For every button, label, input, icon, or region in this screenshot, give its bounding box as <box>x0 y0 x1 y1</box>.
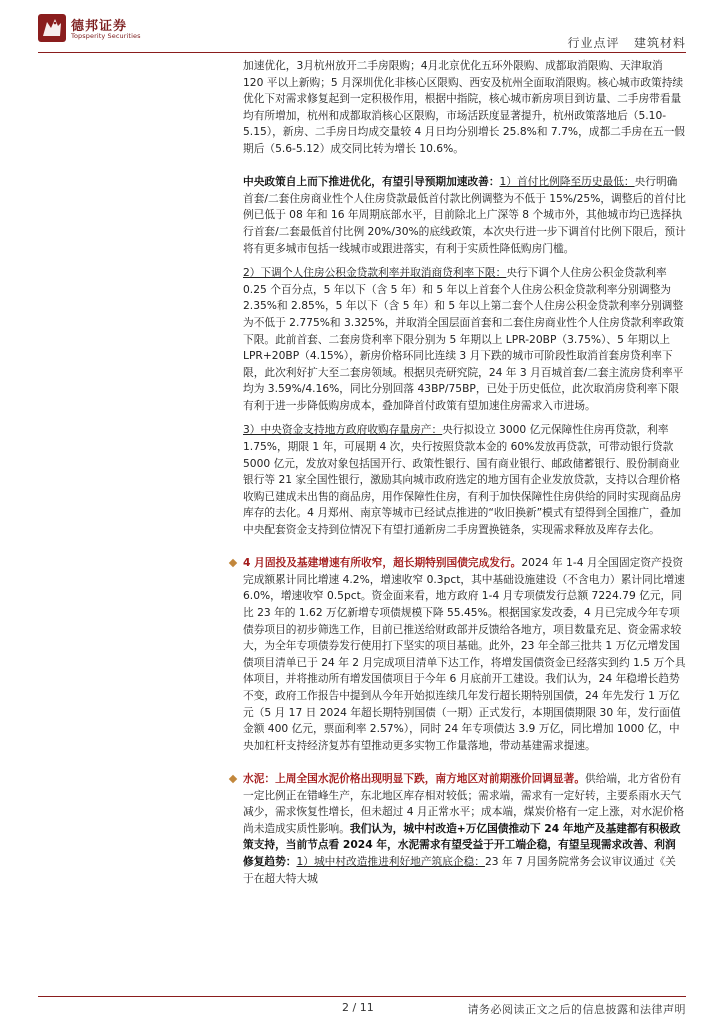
report-body <box>243 58 686 887</box>
cement-outlook-bold: 我们认为，城中村改造+万亿国债推动下 24 年地产及基建都有积极政策支持，当前节点看 2024 年，水泥需求有望受益于开工端企稳，有望呈现需求改善、利润修复趋势： <box>243 821 681 868</box>
bullet-cement <box>243 771 686 887</box>
cement-supply-demand-text: 供给端，北方省份有一定比例正在错峰生产，东北地区库存相对较低；需求端，需求有一定好转，主要系雨水天气减少，需求恢复性增长，但未超过 4 月正常水平；成本端，煤炭价格有一定上涨，对水泥价格尚未造成实质性影响。 <box>243 771 685 835</box>
report-sector: 建筑材料 <box>633 36 686 50</box>
bullet-diamond-icon <box>229 559 237 567</box>
header-divider <box>38 52 686 53</box>
logo-text-cn: 德邦证券 <box>71 19 128 34</box>
central-funds-text: 央行拟设立 3000 亿元保障性住房再贷款，利率 1.75%，期限 1 年，可展期 4 次，央行按照贷款本金的 60%发放再贷款，可带动银行贷款 5000 亿元，发放对象包括国开行、政策性银行、国有商业银行、邮政储蓄银行、股份制商业银行等 21 家全国性银行，激励其向城市政府选定的地方国有企业发放贷款，支持以合理价格收购已建成未出售的商品房，用作保障性住房，有利于加快保障性住房供给的同时实现商品房库存的去化。4 月郑州、南京等城市已经试点推进的“收旧换新”模式有望得到全国推广，叠加中央配套资金支持到位情况下有望打通新房二手房置换链条，实现需求释放及库存去化。 <box>243 423 682 537</box>
infrastructure-heading: 4 月固投及基建增速有所收窄，超长期特别国债完成发行。 <box>243 556 522 570</box>
report-type: 行业点评 <box>567 36 620 50</box>
cement-heading: 水泥：上周全国水泥价格出现明显下跌，南方地区对前期涨价回调显著。 <box>243 771 586 785</box>
bullet-diamond-icon <box>229 775 237 783</box>
paragraph-central-funds <box>243 422 686 538</box>
urban-village-text: 23 年 7 月国务院常务会议审议通过《关于在超大特大城 <box>243 854 676 885</box>
report-category <box>568 34 686 51</box>
urban-village-subheading: 1）城中村改造推进利好地产筑底企稳： <box>296 854 485 868</box>
footer-disclaimer: 请务必阅读正文之后的信息披露和法律声明 <box>467 1003 686 1016</box>
paragraph-purchase-restrictions: 加速优化，3月杭州放开二手房限购；4月北京优化五环外限购、成都取消限购、天津取消 120 平以上新购；5 月深圳优化非核心区限购、西安及杭州全面取消限购。核心城市政策持续优化下对需求修复起到一定积极作用，根据中指院，核心城市新房项目到访量、二手房带看量均有所增加，杭州和成都取消核心区限购，市场活跃度显著提升，杭州政策落地后（5.10-5.15），新房、二手房日均成交量较 4 月日均分别增长 25.8%和 7.7%，成都二手房在五一假期后（5.6-5.12）成交同比转为增长 10.6%。 <box>243 59 685 155</box>
policy-heading: 中央政策自上而下推进优化，有望引导预期加速改善： <box>243 175 500 189</box>
central-funds-subheading: 3）中央资金支持地方政府收购存量房产： <box>243 423 443 437</box>
page-number: 2 / 11 <box>342 1001 374 1014</box>
footer-divider <box>38 996 686 997</box>
housing-fund-text: 央行下调个人住房公积金贷款利率 0.25 个百分点，5 年以下（含 5 年）和 5 年以上首套个人住房公积金贷款利率分别调整为 2.35%和 2.85%，5 年以下（含 5 年）和 5 年以上第二套个人住房公积金贷款利率分别调整为不低于 2.775%和 3.325%，并取消全国层面首套和二套住房商业性个人住房贷款利率政策下限。此前首套、二套房贷利率下限分别为 5 年期以上 LPR-20BP（3.75%）、5 年期以上 LPR+20BP（4.15%），新房价格环同比连续 3 月下跌的城市可阶段性取消首套房贷利率下限，此次利好扩大至二套房领域。根据贝壳研究院，24 年 3 月百城首套/二套主流房贷利率平均为 3.59%/4.16%，同比分别回落 43BP/75BP，已处于历史低位，此次取消房贷利率下限有利于进一步降低购房成本，叠加降首付政策有望加速住房需求入市进场。 <box>243 266 684 412</box>
logo-emblem-icon <box>38 14 66 42</box>
infrastructure-text: 2024 年 1-4 月全国固定资产投资完成额累计同比增速 4.2%，增速收窄 0.3pct，其中基础设施建设（不含电力）累计同比增速 6.0%，增速收窄 0.5pct。资金面来看，地方政府 1-4 月专项债发行总额 7224.79 亿元，同比 23 年的 1.62 万亿新增专项债规模下降 55.45%。根据国家发改委，4 月已完成今年专项债券项目的初步筛选工作，目前已推送给财政部并反馈给各地方，项目数量充足、资金需求较大，为全年专项债券发行使用打下坚实的项目基础。此外，23 年全部三批共 1 万亿元增发国债项目清单已于 24 年 2 月完成项目清单下达工作，将增发国债资金已经落实到约 1.5 万个具体项目，并将推动所有增发国债项目于今年 6 月底前开工建设。我们认为，24 年稳增长趋势不变，政府工作报告中提到从今年开始拟连续几年发行超长期特别国债，24 年先发行 1 万亿元（5 月 17 日 2024 年超长期特别国债（一期）正式发行，本期国债期限 30 年，发行面值金额 400 亿元，票面利率 2.57%），同时 24 年专项债达 3.9 万亿，同比增加 1000 亿，中央加杠杆支持经济复苏有望推动更多实物工作量落地，带动基建需求提速。 <box>243 556 686 752</box>
paragraph-central-policy <box>243 174 686 257</box>
housing-fund-subheading: 2）下调个人住房公积金贷款利率并取消商贷利率下限： <box>243 266 507 280</box>
logo-text-en: Topsperity Securities <box>71 32 141 40</box>
bullet-infrastructure <box>243 555 686 754</box>
paragraph-housing-fund-rate <box>243 265 686 414</box>
down-payment-text: 央行明确首套/二套住房商业性个人住房贷款最低首付款比例调整为不低于 15%/25%，调整后的首付比例已低于 08 年和 16 年周期底部水平，目前除北上广深等 8 个城市外，其他城市均已选择执行首套/二套最低首付比例 20%/30%的底线政策，本次央行进一步下调首付比例下限后，预计将有更多城市包括一线城市或跟进落实，有利于实质性降低购房门槛。 <box>243 175 686 255</box>
down-payment-subheading: 1）首付比例降至历史最低： <box>499 175 635 189</box>
company-logo <box>38 14 168 44</box>
